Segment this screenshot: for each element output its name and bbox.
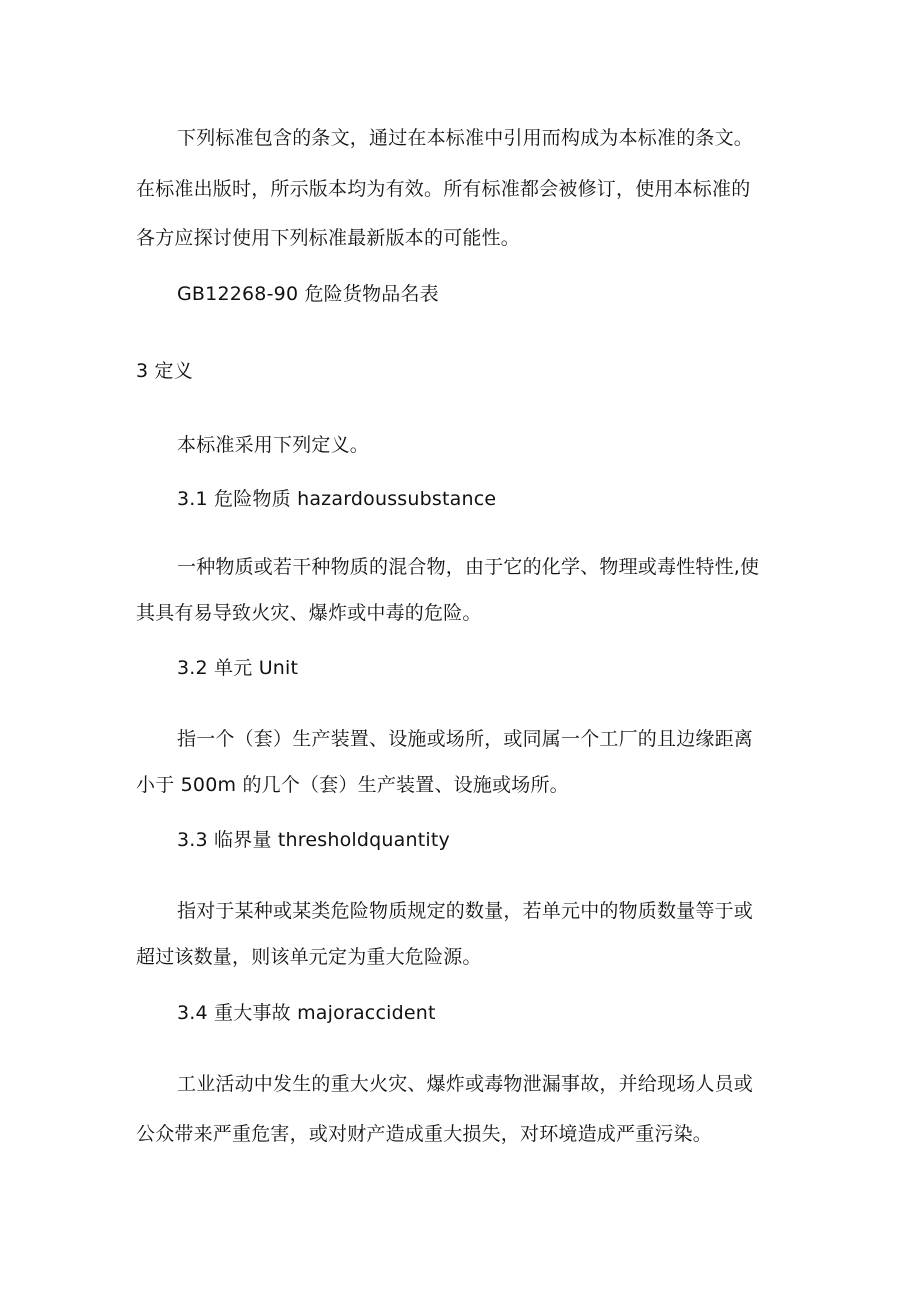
- section-heading: 3 定义: [136, 360, 193, 382]
- intro-line-1: 下列标准包含的条文，通过在本标准中引用而构成为本标准的条文。: [177, 127, 754, 149]
- definition-text-3-2-line-1: 指一个（套）生产装置、设施或场所，或同属一个工厂的且边缘距离: [177, 728, 754, 750]
- definition-intro: 本标准采用下列定义。: [177, 434, 370, 456]
- definition-text-3-1-line-1: 一种物质或若干种物质的混合物，由于它的化学、物理或毒性特性,使: [177, 556, 760, 578]
- definition-text-3-2-line-2: 小于 500m 的几个（套）生产装置、设施或场所。: [136, 774, 569, 796]
- definition-heading-3-2: 3.2 单元 Unit: [177, 657, 299, 679]
- definition-text-3-3-line-2: 超过该数量，则该单元定为重大危险源。: [136, 946, 482, 968]
- definition-text-3-3-line-1: 指对于某种或某类危险物质规定的数量，若单元中的物质数量等于或: [177, 900, 754, 922]
- intro-line-2: 在标准出版时，所示版本均为有效。所有标准都会被修订，使用本标准的: [136, 178, 751, 200]
- definition-heading-3-1: 3.1 危险物质 hazardoussubstance: [177, 488, 497, 510]
- reference-standard: GB12268-90 危险货物品名表: [177, 283, 439, 305]
- intro-line-3: 各方应探讨使用下列标准最新版本的可能性。: [136, 227, 521, 249]
- definition-text-3-1-line-2: 其具有易导致火灾、爆炸或中毒的危险。: [136, 602, 482, 624]
- definition-text-3-4-line-1: 工业活动中发生的重大火灾、爆炸或毒物泄漏事故，并给现场人员或: [177, 1073, 754, 1095]
- definition-heading-3-3: 3.3 临界量 thresholdquantity: [177, 829, 450, 851]
- definition-heading-3-4: 3.4 重大事故 majoraccident: [177, 1002, 436, 1024]
- definition-text-3-4-line-2: 公众带来严重危害，或对财产造成重大损失，对环境造成严重污染。: [136, 1123, 713, 1145]
